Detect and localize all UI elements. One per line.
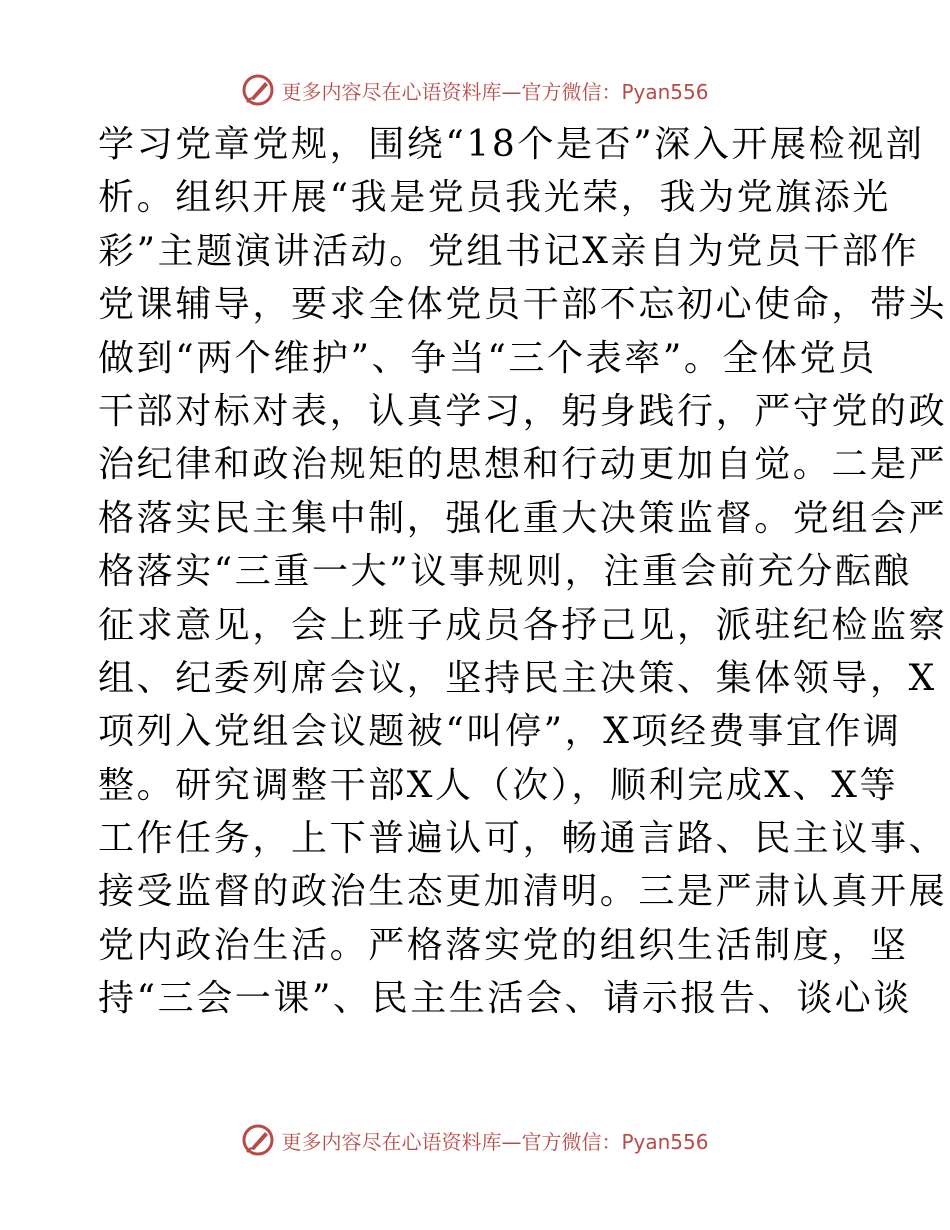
text-line: 整。研究调整干部X人（次），顺利完成X、X等 [98, 764, 899, 806]
text-line: 项列入党组会议题被“叫停”，X项经费事宜作调 [98, 711, 902, 753]
text-line: 干部对标对表，认真学习，躬身践行，严守党的政 [98, 390, 948, 432]
text-line: 党课辅导，要求全体党员干部不忘初心使命，带头 [98, 284, 948, 326]
text-line: 党内政治生活。严格落实党的组织生活制度，坚 [98, 924, 909, 966]
quill-logo-icon [241, 1123, 275, 1157]
watermark-text: 更多内容尽在心语资料库—官方微信：Pyan556 [281, 79, 709, 104]
text-line: 接受监督的政治生态更加清明。三是严肃认真开展 [98, 871, 948, 913]
header-watermark [0, 70, 950, 110]
document-body [98, 118, 948, 1026]
text-line: 析。组织开展“我是党员我光荣，我为党旗添光 [98, 177, 892, 219]
footer-watermark [0, 1120, 950, 1160]
text-line: 学习党章党规，围绕“18个是否”深入开展检视剖 [98, 124, 925, 165]
text-line: 工作任务，上下普遍认可，畅通言路、民主议事、 [98, 818, 948, 860]
text-line: 格落实民主集中制，强化重大决策监督。党组会严 [98, 497, 948, 539]
text-line: 彩”主题演讲活动。党组书记X亲自为党员干部作 [98, 230, 920, 272]
watermark-text: 更多内容尽在心语资料库—官方微信：Pyan556 [281, 1129, 709, 1154]
text-line: 做到“两个维护”、争当“三个表率”。全体党员 [98, 337, 877, 379]
text-line: 治纪律和政治规矩的思想和行动更加自觉。二是严 [98, 444, 948, 486]
text-line: 持“三会一课”、民主生活会、请示报告、谈心谈 [98, 978, 913, 1020]
quill-logo-icon [241, 73, 275, 107]
text-line: 组、纪委列席会议，坚持民主决策、集体领导，X [98, 657, 937, 699]
text-line: 征求意见，会上班子成员各抒己见，派驻纪检监察 [98, 604, 948, 646]
text-line: 格落实“三重一大”议事规则，注重会前充分酝酿 [98, 551, 913, 593]
